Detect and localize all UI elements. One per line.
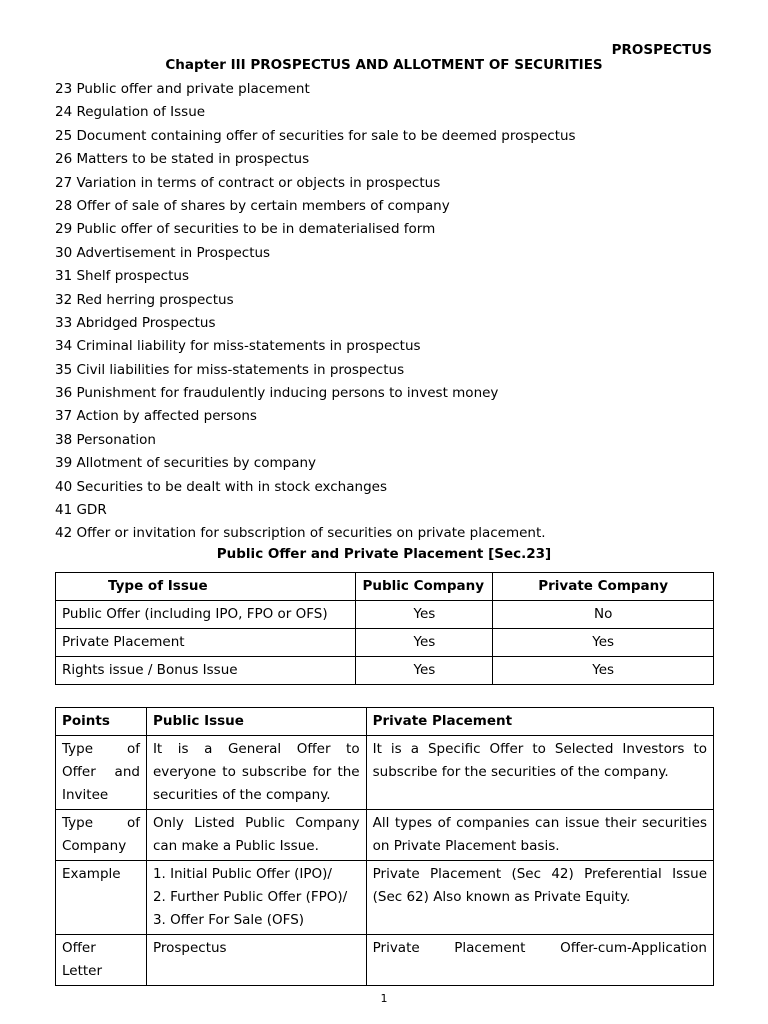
table-cell: Yes — [356, 629, 493, 657]
section-item: 26 Matters to be stated in prospectus — [55, 151, 310, 168]
table-cell: 1. Initial Public Offer (IPO)/ 2. Further Public Offer (FPO)/ 3. Offer For Sale (OFS) — [146, 861, 366, 935]
table-row — [56, 861, 714, 935]
table-cell: Private Placement Offer-cum-Application — [366, 935, 713, 986]
section-item: 27 Variation in terms of contract or objects in prospectus — [55, 174, 441, 191]
table-cell: Private Placement (Sec 42) Preferential Issue (Sec 62) Also known as Private Equity. — [366, 861, 713, 935]
column-header: Type of Issue — [56, 573, 356, 601]
chapter-title: Chapter III PROSPECTUS AND ALLOTMENT OF SECURITIES — [165, 57, 603, 73]
table-cell: All types of companies can issue their securities on Private Placement basis. — [366, 810, 713, 861]
section-item: 30 Advertisement in Prospectus — [55, 244, 271, 261]
table-row — [56, 935, 714, 986]
section-list — [55, 80, 576, 548]
section-item: 23 Public offer and private placement — [55, 81, 310, 97]
issue-type-table — [55, 572, 714, 685]
table-header-row — [56, 573, 714, 601]
section-item: 25 Document containing offer of securities for sale to be deemed prospectus — [55, 127, 576, 144]
table-row — [56, 810, 714, 861]
table-cell: Type of Offer and Invitee — [56, 736, 147, 810]
section-item: 33 Abridged Prospectus — [55, 314, 216, 331]
section-item: 40 Securities to be dealt with in stock exchanges — [55, 478, 387, 495]
column-header: Private Placement — [366, 708, 713, 736]
table-cell: Yes — [493, 657, 714, 685]
table-cell: Yes — [493, 629, 714, 657]
running-header: PROSPECTUS — [611, 42, 712, 58]
section-item: 24 Regulation of Issue — [55, 104, 206, 121]
table-cell: Yes — [356, 657, 493, 685]
section-item: 29 Public offer of securities to be in dematerialised form — [55, 221, 436, 238]
table-cell: Public Offer (including IPO, FPO or OFS) — [56, 601, 356, 629]
section-item: 37 Action by affected persons — [55, 408, 257, 425]
section-item: 42 Offer or invitation for subscription of securities on private placement. — [55, 525, 546, 542]
table-cell: Only Listed Public Company can make a Public Issue. — [146, 810, 366, 861]
table-cell: Private Placement — [56, 629, 356, 657]
table-row — [56, 736, 714, 810]
table-cell: No — [493, 601, 714, 629]
section-item: 35 Civil liabilities for miss-statements in prospectus — [55, 361, 405, 378]
section-item: 41 GDR — [55, 502, 107, 519]
section-item: 28 Offer of sale of shares by certain members of company — [55, 197, 450, 214]
section-item: 38 Personation — [55, 431, 156, 448]
section-item: 34 Criminal liability for miss-statements in prospectus — [55, 338, 421, 355]
table-row — [56, 601, 714, 629]
table-cell: Prospectus — [146, 935, 366, 986]
table-row — [56, 657, 714, 685]
column-header: Points — [56, 708, 147, 736]
table-cell: It is a Specific Offer to Selected Investors to subscribe for the securities of the company. — [366, 736, 713, 810]
table-header-row — [56, 708, 714, 736]
table-cell: Offer Letter — [56, 935, 147, 986]
section-item: 31 Shelf prospectus — [55, 268, 189, 285]
table-row — [56, 629, 714, 657]
page-number: 1 — [380, 992, 388, 1005]
column-header: Public Issue — [146, 708, 366, 736]
comparison-table — [55, 707, 714, 986]
column-header: Private Company — [493, 573, 714, 601]
table-cell: Yes — [356, 601, 493, 629]
table-cell: Type of Company — [56, 810, 147, 861]
column-header: Public Company — [356, 573, 493, 601]
table-cell: Rights issue / Bonus Issue — [56, 657, 356, 685]
table1-title: Public Offer and Private Placement [Sec.23] — [216, 546, 552, 562]
table-cell: Example — [56, 861, 147, 935]
section-item: 39 Allotment of securities by company — [55, 455, 317, 472]
section-item: 36 Punishment for fraudulently inducing persons to invest money — [55, 385, 499, 402]
section-item: 32 Red herring prospectus — [55, 291, 234, 308]
table-cell: It is a General Offer to everyone to subscribe for the securities of the company. — [146, 736, 366, 810]
